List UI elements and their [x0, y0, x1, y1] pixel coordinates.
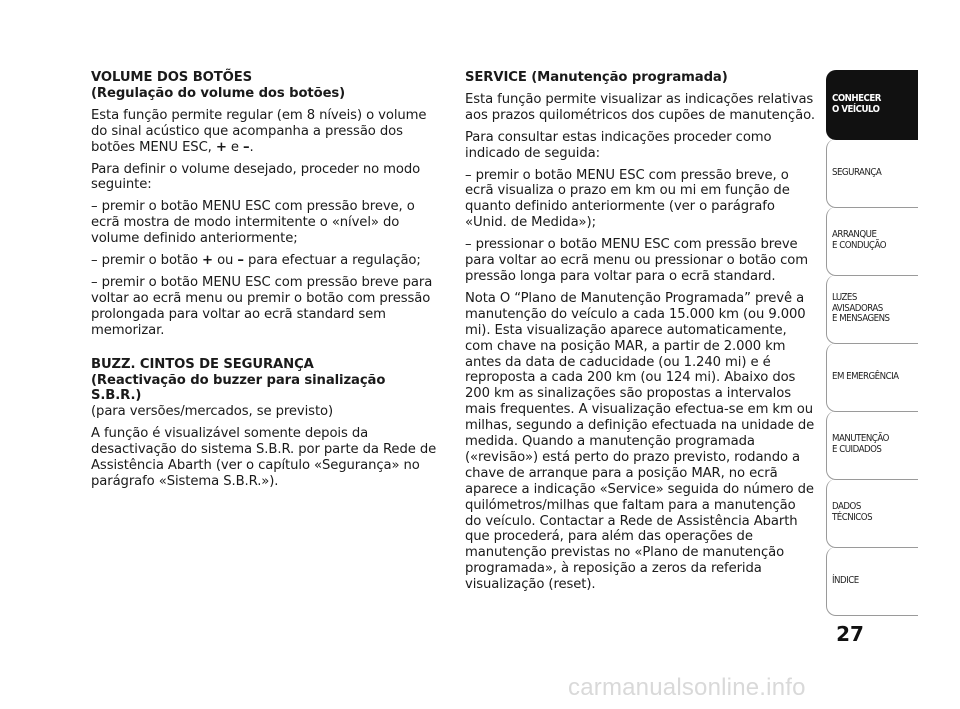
service-paragraph-1: Esta função permite visualizar as indicações relativas aos prazos quilométricos dos cupões de manutenção.	[465, 91, 815, 123]
section-spacer	[91, 345, 439, 357]
section-subtitle-volume: (Regulação do volume dos botões)	[91, 85, 346, 101]
minus-symbol: –	[237, 253, 244, 269]
service-note: Nota O “Plano de Manutenção Programada” prevê a manutenção do veículo a cada 15.000 km (ou 9.000 mi). Esta visualização aparece automaticamente, com chave na posição MAR, a partir de 2.000 km antes da data de caducidade (ou 1.240 mi) e é reproposta a cada 200 km (ou 124 mi). Abaixo dos 200 km as sinalizações são propostas a intervalos mais frequentes. A visualização efectua-se em km ou milhas, segundo a definição efectuada na unidade de medida. Quando a manutenção programada («revisão») está perto do prazo previsto, rodando a chave de arranque para a posição MAR, no ecrã aparece a indicação «Service» seguida do número de quilómetros/milhas que faltam para a manutenção do veículo. Contactar a Rede de Assistência Abarth que procederá, para além das operações de manutenção previstas no «Plano de manutenção programada», à reposição a zeros da referida visualização (reset).	[465, 290, 815, 593]
plus-symbol: +	[215, 139, 227, 155]
tab-dados-tecnicos[interactable]: DADOS TÉCNICOS	[826, 479, 918, 548]
left-column	[91, 70, 439, 496]
page-number: 27	[836, 622, 864, 646]
volume-step-3: – premir o botão MENU ESC com pressão breve para voltar ao ecrã menu ou premir o botão com pressão prolongada para voltar ao ecrã standard sem memorizar.	[91, 274, 433, 338]
tab-seguranca[interactable]: SEGURANÇA	[826, 139, 918, 208]
tab-conhecer-o-veiculo[interactable]: CONHECER O VEÍCULO	[826, 70, 918, 140]
volume-paragraph-1: Esta função permite regular (em 8 níveis) o volume do sinal acústico que acompanha a pressão dos botões MENU ESC, + e –.	[91, 107, 427, 155]
tab-em-emergencia[interactable]: EM EMERGÊNCIA	[826, 343, 918, 412]
tab-arranque-e-conducao[interactable]: ARRANQUE E CONDUÇÃO	[826, 207, 918, 276]
buzz-availability-note: (para versões/mercados, se previsto)	[91, 404, 334, 420]
service-step-2: – pressionar o botão MENU ESC com pressão breve para voltar ao ecrã menu ou pressionar o botão com pressão longa para voltar para o ecrã standard.	[465, 237, 808, 284]
chapter-tabs	[826, 70, 918, 615]
plus-symbol: +	[202, 253, 213, 269]
service-step-1: – premir o botão MENU ESC com pressão breve, o ecrã visualiza o prazo em km ou mi em função de quanto definido anteriormente (ver o parágrafo «Unid. de Medida»);	[465, 167, 790, 231]
tab-manutencao-e-cuidados[interactable]: MANUTENÇÃO E CUIDADOS	[826, 411, 918, 480]
right-column	[465, 70, 815, 599]
volume-step-1: – premir o botão MENU ESC com pressão breve, o ecrã mostra de modo intermitente o «nível» do volume definido anteriormente;	[91, 199, 415, 247]
volume-paragraph-2: Para definir o volume desejado, proceder no modo seguinte:	[91, 161, 421, 193]
tab-indice[interactable]: ÍNDICE	[826, 547, 918, 616]
minus-symbol: –	[243, 139, 250, 155]
buzz-paragraph: A função é visualizável somente depois da desactivação do sistema S.B.R. por parte da Rede de Assistência Abarth (ver o capítulo «Segurança» no parágrafo «Sistema S.B.R.»).	[91, 426, 437, 489]
watermark: carmanualsonline.info	[568, 674, 806, 701]
section-title-volume: VOLUME DOS BOTÕES (Regulação do volume dos botões)	[91, 70, 439, 102]
section-title-buzz: BUZZ. CINTOS DE SEGURANÇA (Reactivação do buzzer para sinalização S.B.R.)	[91, 357, 439, 405]
tab-luzes-avisadoras[interactable]: LUZES AVISADORAS E MENSAGENS	[826, 275, 918, 344]
service-paragraph-2: Para consultar estas indicações proceder como indicado de seguida:	[465, 129, 772, 161]
section-subtitle-buzz: (Reactivação do buzzer para sinalização S.B.R.)	[91, 372, 386, 404]
volume-step-2: – premir o botão + ou – para efectuar a regulação;	[91, 253, 421, 269]
section-title-service: SERVICE (Manutenção programada)	[465, 70, 728, 85]
